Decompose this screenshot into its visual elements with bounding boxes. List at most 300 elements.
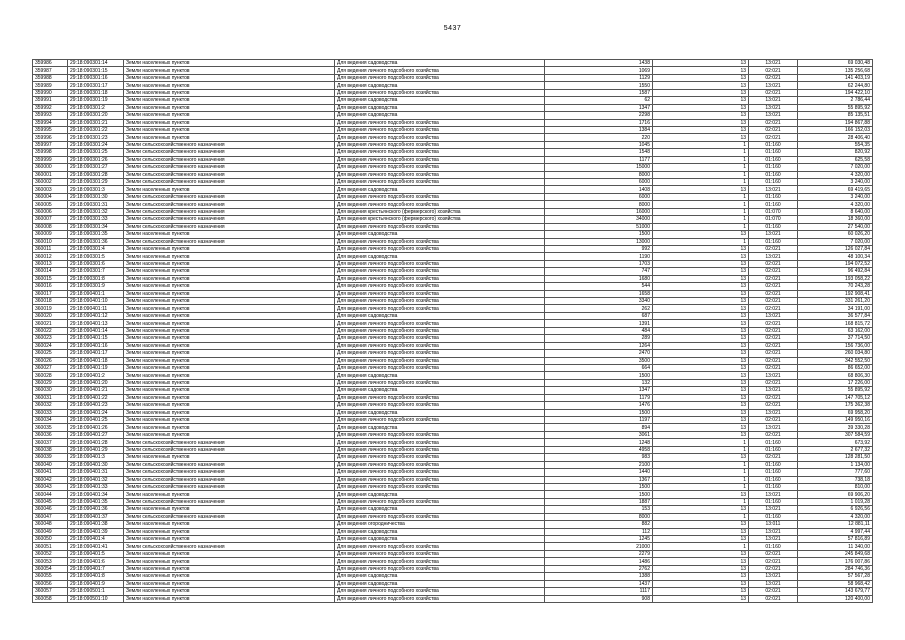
land-category-cell: Земли сельскохозяйственного назначения bbox=[124, 164, 335, 171]
table-row bbox=[33, 60, 873, 67]
group-code-cell: 13 bbox=[653, 350, 749, 357]
permitted-use-cell: Для ведения личного подсобного хозяйства bbox=[335, 134, 545, 141]
land-category-cell: Земли населенных пунктов bbox=[124, 134, 335, 141]
row-number-cell: 360032 bbox=[33, 402, 68, 409]
permitted-use-cell: Для ведения личного подсобного хозяйства bbox=[335, 550, 545, 557]
use-code-cell: 02:021 bbox=[749, 379, 798, 386]
permitted-use-cell: Для ведения личного подсобного хозяйства bbox=[335, 461, 545, 468]
row-number-cell: 359997 bbox=[33, 141, 68, 148]
permitted-use-cell: Для ведения личного подсобного хозяйства bbox=[335, 513, 545, 520]
land-category-cell: Земли населенных пунктов bbox=[124, 506, 335, 513]
permitted-use-cell: Для ведения личного подсобного хозяйства bbox=[335, 335, 545, 342]
use-code-cell: 01:160 bbox=[749, 164, 798, 171]
row-number-cell: 360035 bbox=[33, 424, 68, 431]
area-cell: 153 bbox=[545, 506, 653, 513]
area-cell: 112 bbox=[545, 528, 653, 535]
area-cell: 687 bbox=[545, 312, 653, 319]
cadastral-value-cell: 2 786,44 bbox=[798, 97, 873, 104]
permitted-use-cell: Для ведения личного подсобного хозяйства bbox=[335, 469, 545, 476]
table-row bbox=[33, 67, 873, 74]
use-code-cell: 01:160 bbox=[749, 141, 798, 148]
group-code-cell: 13 bbox=[653, 74, 749, 81]
row-number-cell: 360003 bbox=[33, 186, 68, 193]
group-code-cell: 13 bbox=[653, 312, 749, 319]
table-row bbox=[33, 498, 873, 505]
table-row bbox=[33, 528, 873, 535]
cadastral-value-cell: 96 492,84 bbox=[798, 268, 873, 275]
group-code-cell: 13 bbox=[653, 454, 749, 461]
cadastral-value-cell: 554,35 bbox=[798, 141, 873, 148]
area-cell: 8000 bbox=[545, 513, 653, 520]
use-code-cell: 01:160 bbox=[749, 543, 798, 550]
table-row bbox=[33, 431, 873, 438]
area-cell: 1264 bbox=[545, 342, 653, 349]
permitted-use-cell: Для ведения садоводства bbox=[335, 573, 545, 580]
cadastral-number-cell: 29:18:090401:26 bbox=[68, 424, 124, 431]
cadastral-number-cell: 29:18:090401:32 bbox=[68, 476, 124, 483]
land-category-cell: Земли сельскохозяйственного назначения bbox=[124, 156, 335, 163]
row-number-cell: 360056 bbox=[33, 580, 68, 587]
use-code-cell: 02:021 bbox=[749, 350, 798, 357]
group-code-cell: 13 bbox=[653, 409, 749, 416]
table-row bbox=[33, 134, 873, 141]
permitted-use-cell: Для ведения садоводства bbox=[335, 580, 545, 587]
area-cell: 1177 bbox=[545, 156, 653, 163]
table-row bbox=[33, 112, 873, 119]
land-category-cell: Земли населенных пунктов bbox=[124, 521, 335, 528]
row-number-cell: 360008 bbox=[33, 223, 68, 230]
land-category-cell: Земли населенных пунктов bbox=[124, 126, 335, 133]
cadastral-value-cell: 176 007,86 bbox=[798, 558, 873, 565]
cadastral-value-cell: 284 746,36 bbox=[798, 565, 873, 572]
permitted-use-cell: Для ведения личного подсобного хозяйства bbox=[335, 141, 545, 148]
cadastral-value-cell: 12 881,11 bbox=[798, 521, 873, 528]
cadastral-number-cell: 29:18:090401:19 bbox=[68, 364, 124, 371]
group-code-cell: 1 bbox=[653, 179, 749, 186]
table-row bbox=[33, 364, 873, 371]
group-code-cell: 1 bbox=[653, 469, 749, 476]
use-code-cell: 01:160 bbox=[749, 446, 798, 453]
permitted-use-cell: Для ведения личного подсобного хозяйства bbox=[335, 483, 545, 490]
land-category-cell: Земли населенных пунктов bbox=[124, 536, 335, 543]
cadastral-number-cell: 29:18:090301:33 bbox=[68, 216, 124, 223]
row-number-cell: 360039 bbox=[33, 454, 68, 461]
row-number-cell: 359990 bbox=[33, 89, 68, 96]
cadastral-number-cell: 29:18:090401:1 bbox=[68, 290, 124, 297]
cadastral-value-cell: 69 419,65 bbox=[798, 186, 873, 193]
group-code-cell: 13 bbox=[653, 126, 749, 133]
permitted-use-cell: Для ведения личного подсобного хозяйства bbox=[335, 364, 545, 371]
permitted-use-cell: Для ведения крестьянского (фермерского) хозяйства bbox=[335, 216, 545, 223]
table-row bbox=[33, 268, 873, 275]
land-category-cell: Земли населенных пунктов bbox=[124, 595, 335, 602]
use-code-cell: 02:021 bbox=[749, 431, 798, 438]
permitted-use-cell: Для ведения личного подсобного хозяйства bbox=[335, 402, 545, 409]
area-cell: 1179 bbox=[545, 394, 653, 401]
cadastral-number-cell: 29:18:090301:8 bbox=[68, 275, 124, 282]
table-row bbox=[33, 74, 873, 81]
row-number-cell: 360014 bbox=[33, 268, 68, 275]
row-number-cell: 359987 bbox=[33, 67, 68, 74]
area-cell: 220 bbox=[545, 134, 653, 141]
land-category-cell: Земли населенных пунктов bbox=[124, 104, 335, 111]
table-row bbox=[33, 320, 873, 327]
use-code-cell: 01:070 bbox=[749, 216, 798, 223]
use-code-cell: 02:021 bbox=[749, 595, 798, 602]
cadastral-value-cell: 194 072,52 bbox=[798, 260, 873, 267]
cadastral-value-cell: 55 895,92 bbox=[798, 387, 873, 394]
land-category-cell: Земли населенных пунктов bbox=[124, 424, 335, 431]
cadastral-value-cell: 175 362,38 bbox=[798, 402, 873, 409]
cadastral-value-cell: 69 906,20 bbox=[798, 491, 873, 498]
use-code-cell: 13:021 bbox=[749, 82, 798, 89]
row-number-cell: 359988 bbox=[33, 74, 68, 81]
area-cell: 1587 bbox=[545, 89, 653, 96]
use-code-cell: 02:021 bbox=[749, 327, 798, 334]
row-number-cell: 360033 bbox=[33, 409, 68, 416]
use-code-cell: 01:160 bbox=[749, 171, 798, 178]
permitted-use-cell: Для ведения садоводства bbox=[335, 104, 545, 111]
use-code-cell: 01:160 bbox=[749, 469, 798, 476]
permitted-use-cell: Для ведения личного подсобного хозяйства bbox=[335, 379, 545, 386]
group-code-cell: 1 bbox=[653, 439, 749, 446]
row-number-cell: 360001 bbox=[33, 171, 68, 178]
group-code-cell: 13 bbox=[653, 521, 749, 528]
use-code-cell: 13:021 bbox=[749, 573, 798, 580]
cadastral-number-cell: 29:18:090401:25 bbox=[68, 417, 124, 424]
land-category-cell: Земли сельскохозяйственного назначения bbox=[124, 208, 335, 215]
area-cell: 2279 bbox=[545, 550, 653, 557]
table-row bbox=[33, 119, 873, 126]
land-category-cell: Земли сельскохозяйственного назначения bbox=[124, 171, 335, 178]
cadastral-number-cell: 29:18:090401:33 bbox=[68, 483, 124, 490]
table-row bbox=[33, 342, 873, 349]
cadastral-number-cell: 29:18:090301:25 bbox=[68, 149, 124, 156]
cadastral-value-cell: 331 261,20 bbox=[798, 298, 873, 305]
row-number-cell: 359999 bbox=[33, 156, 68, 163]
area-cell: 2100 bbox=[545, 461, 653, 468]
permitted-use-cell: Для ведения личного подсобного хозяйства bbox=[335, 290, 545, 297]
cadastral-value-cell: 7 020,00 bbox=[798, 164, 873, 171]
land-category-cell: Земли сельскохозяйственного назначения bbox=[124, 141, 335, 148]
area-cell: 1245 bbox=[545, 536, 653, 543]
row-number-cell: 360016 bbox=[33, 283, 68, 290]
group-code-cell: 13 bbox=[653, 104, 749, 111]
cadastral-number-cell: 29:18:090301:35 bbox=[68, 231, 124, 238]
permitted-use-cell: Для ведения личного подсобного хозяйства bbox=[335, 164, 545, 171]
use-code-cell: 02:021 bbox=[749, 283, 798, 290]
row-number-cell: 360037 bbox=[33, 439, 68, 446]
cadastral-value-cell: 4 320,00 bbox=[798, 513, 873, 520]
group-code-cell: 13 bbox=[653, 283, 749, 290]
table-row bbox=[33, 275, 873, 282]
land-category-cell: Земли населенных пунктов bbox=[124, 528, 335, 535]
land-category-cell: Земли населенных пунктов bbox=[124, 186, 335, 193]
cadastral-value-cell: 86 652,00 bbox=[798, 364, 873, 371]
area-cell: 1190 bbox=[545, 253, 653, 260]
row-number-cell: 360034 bbox=[33, 417, 68, 424]
permitted-use-cell: Для ведения огородничества bbox=[335, 521, 545, 528]
group-code-cell: 13 bbox=[653, 491, 749, 498]
permitted-use-cell: Для ведения личного подсобного хозяйства bbox=[335, 394, 545, 401]
row-number-cell: 360049 bbox=[33, 528, 68, 535]
group-code-cell: 1 bbox=[653, 193, 749, 200]
table-row bbox=[33, 208, 873, 215]
land-category-cell: Земли населенных пунктов bbox=[124, 245, 335, 252]
group-code-cell: 1 bbox=[653, 164, 749, 171]
group-code-cell: 1 bbox=[653, 208, 749, 215]
table-row bbox=[33, 290, 873, 297]
use-code-cell: 02:021 bbox=[749, 245, 798, 252]
use-code-cell: 13:021 bbox=[749, 536, 798, 543]
area-cell: 6000 bbox=[545, 179, 653, 186]
cadastral-number-cell: 29:18:090501:1 bbox=[68, 588, 124, 595]
row-number-cell: 360051 bbox=[33, 543, 68, 550]
use-code-cell: 02:021 bbox=[749, 126, 798, 133]
area-cell: 664 bbox=[545, 364, 653, 371]
group-code-cell: 1 bbox=[653, 171, 749, 178]
permitted-use-cell: Для ведения садоводства bbox=[335, 186, 545, 193]
group-code-cell: 13 bbox=[653, 268, 749, 275]
table-row bbox=[33, 283, 873, 290]
use-code-cell: 01:160 bbox=[749, 513, 798, 520]
area-cell: 8000 bbox=[545, 171, 653, 178]
group-code-cell: 13 bbox=[653, 357, 749, 364]
use-code-cell: 02:021 bbox=[749, 275, 798, 282]
table-row bbox=[33, 179, 873, 186]
use-code-cell: 13:021 bbox=[749, 253, 798, 260]
area-cell: 51000 bbox=[545, 223, 653, 230]
land-category-cell: Земли населенных пунктов bbox=[124, 290, 335, 297]
row-number-cell: 359995 bbox=[33, 126, 68, 133]
permitted-use-cell: Для ведения личного подсобного хозяйства bbox=[335, 446, 545, 453]
use-code-cell: 02:021 bbox=[749, 74, 798, 81]
area-cell: 1347 bbox=[545, 104, 653, 111]
table-row bbox=[33, 469, 873, 476]
area-cell: 1500 bbox=[545, 491, 653, 498]
cadastral-number-cell: 29:18:090401:38 bbox=[68, 521, 124, 528]
area-cell: 1500 bbox=[545, 483, 653, 490]
use-code-cell: 01:160 bbox=[749, 149, 798, 156]
table-row bbox=[33, 305, 873, 312]
land-category-cell: Земли населенных пунктов bbox=[124, 372, 335, 379]
permitted-use-cell: Для ведения личного подсобного хозяйства bbox=[335, 171, 545, 178]
group-code-cell: 13 bbox=[653, 379, 749, 386]
use-code-cell: 01:160 bbox=[749, 179, 798, 186]
cadastral-number-cell: 29:18:090401:6 bbox=[68, 558, 124, 565]
cadastral-number-cell: 29:18:090301:15 bbox=[68, 67, 124, 74]
group-code-cell: 13 bbox=[653, 290, 749, 297]
row-number-cell: 359998 bbox=[33, 149, 68, 156]
area-cell: 1347 bbox=[545, 387, 653, 394]
cadastral-value-cell: 143 679,77 bbox=[798, 588, 873, 595]
cadastral-value-cell: 37 714,50 bbox=[798, 335, 873, 342]
permitted-use-cell: Для ведения личного подсобного хозяйства bbox=[335, 238, 545, 245]
table-row bbox=[33, 424, 873, 431]
cadastral-value-cell: 307 584,59 bbox=[798, 431, 873, 438]
cadastral-number-cell: 29:18:090401:14 bbox=[68, 327, 124, 334]
row-number-cell: 360057 bbox=[33, 588, 68, 595]
cadastral-number-cell: 29:18:090401:16 bbox=[68, 342, 124, 349]
land-category-cell: Земли населенных пунктов bbox=[124, 283, 335, 290]
table-row bbox=[33, 312, 873, 319]
use-code-cell: 02:021 bbox=[749, 588, 798, 595]
land-category-cell: Земли населенных пунктов bbox=[124, 119, 335, 126]
group-code-cell: 1 bbox=[653, 543, 749, 550]
area-cell: 3061 bbox=[545, 431, 653, 438]
table-row bbox=[33, 536, 873, 543]
cadastral-value-cell: 4 997,44 bbox=[798, 528, 873, 535]
use-code-cell: 01:160 bbox=[749, 461, 798, 468]
land-category-cell: Земли сельскохозяйственного назначения bbox=[124, 476, 335, 483]
cadastral-number-cell: 29:18:090401:22 bbox=[68, 394, 124, 401]
land-category-cell: Земли сельскохозяйственного назначения bbox=[124, 201, 335, 208]
permitted-use-cell: Для ведения садоводства bbox=[335, 112, 545, 119]
cadastral-value-cell: 342 552,50 bbox=[798, 357, 873, 364]
table-row bbox=[33, 260, 873, 267]
use-code-cell: 02:021 bbox=[749, 298, 798, 305]
permitted-use-cell: Для ведения садоводства bbox=[335, 97, 545, 104]
land-category-cell: Земли населенных пунктов bbox=[124, 364, 335, 371]
area-cell: 1716 bbox=[545, 119, 653, 126]
area-cell: 62 bbox=[545, 97, 653, 104]
use-code-cell: 13:021 bbox=[749, 104, 798, 111]
area-cell: 2762 bbox=[545, 565, 653, 572]
area-cell: 1384 bbox=[545, 126, 653, 133]
row-number-cell: 359989 bbox=[33, 82, 68, 89]
use-code-cell: 01:160 bbox=[749, 498, 798, 505]
table-row bbox=[33, 506, 873, 513]
cadastral-number-cell: 29:18:090301:22 bbox=[68, 126, 124, 133]
table-row bbox=[33, 327, 873, 334]
row-number-cell: 360028 bbox=[33, 372, 68, 379]
land-category-cell: Земли населенных пунктов bbox=[124, 409, 335, 416]
permitted-use-cell: Для ведения садоводства bbox=[335, 372, 545, 379]
cadastral-number-cell: 29:18:090301:18 bbox=[68, 89, 124, 96]
cadastral-number-cell: 29:18:090301:28 bbox=[68, 171, 124, 178]
table-row bbox=[33, 141, 873, 148]
cadastral-number-cell: 29:18:090401:17 bbox=[68, 350, 124, 357]
land-category-cell: Земли населенных пунктов bbox=[124, 335, 335, 342]
cadastral-value-cell: 62 244,80 bbox=[798, 82, 873, 89]
permitted-use-cell: Для ведения личного подсобного хозяйства bbox=[335, 558, 545, 565]
group-code-cell: 13 bbox=[653, 119, 749, 126]
permitted-use-cell: Для ведения личного подсобного хозяйства bbox=[335, 320, 545, 327]
use-code-cell: 02:021 bbox=[749, 342, 798, 349]
row-number-cell: 360038 bbox=[33, 446, 68, 453]
permitted-use-cell: Для ведения личного подсобного хозяйства bbox=[335, 201, 545, 208]
cadastral-value-cell: 34 191,00 bbox=[798, 305, 873, 312]
table-row bbox=[33, 446, 873, 453]
area-cell: 8000 bbox=[545, 201, 653, 208]
row-number-cell: 360031 bbox=[33, 394, 68, 401]
table-row bbox=[33, 156, 873, 163]
use-code-cell: 13:021 bbox=[749, 112, 798, 119]
use-code-cell: 13:021 bbox=[749, 97, 798, 104]
table-row bbox=[33, 454, 873, 461]
area-cell: 908 bbox=[545, 595, 653, 602]
land-category-cell: Земли населенных пунктов bbox=[124, 327, 335, 334]
cadastral-value-cell: 260 034,80 bbox=[798, 350, 873, 357]
cadastral-number-cell: 29:18:090401:34 bbox=[68, 491, 124, 498]
row-number-cell: 360009 bbox=[33, 231, 68, 238]
cadastral-number-cell: 29:18:090401:20 bbox=[68, 379, 124, 386]
cadastral-value-cell: 11 340,00 bbox=[798, 543, 873, 550]
cadastral-number-cell: 29:18:090301:9 bbox=[68, 283, 124, 290]
area-cell: 992 bbox=[545, 245, 653, 252]
area-cell: 1197 bbox=[545, 417, 653, 424]
land-category-cell: Земли населенных пунктов bbox=[124, 97, 335, 104]
permitted-use-cell: Для ведения личного подсобного хозяйства bbox=[335, 305, 545, 312]
area-cell: 1367 bbox=[545, 476, 653, 483]
permitted-use-cell: Для ведения садоводства bbox=[335, 528, 545, 535]
row-number-cell: 360002 bbox=[33, 179, 68, 186]
area-cell: 4958 bbox=[545, 446, 653, 453]
cadastral-number-cell: 29:18:090401:2 bbox=[68, 372, 124, 379]
cadastral-value-cell: 777,60 bbox=[798, 469, 873, 476]
group-code-cell: 13 bbox=[653, 320, 749, 327]
group-code-cell: 13 bbox=[653, 506, 749, 513]
table-row bbox=[33, 82, 873, 89]
cadastral-number-cell: 29:18:090301:19 bbox=[68, 97, 124, 104]
group-code-cell: 13 bbox=[653, 97, 749, 104]
cadastral-value-table bbox=[32, 59, 873, 603]
row-number-cell: 360042 bbox=[33, 476, 68, 483]
cadastral-number-cell: 29:18:090301:29 bbox=[68, 179, 124, 186]
area-cell: 15000 bbox=[545, 164, 653, 171]
cadastral-number-cell: 29:18:090401:7 bbox=[68, 565, 124, 572]
area-cell: 1388 bbox=[545, 573, 653, 580]
row-number-cell: 360010 bbox=[33, 238, 68, 245]
cadastral-value-cell: 8 640,00 bbox=[798, 208, 873, 215]
area-cell: 1500 bbox=[545, 372, 653, 379]
use-code-cell: 01:070 bbox=[749, 208, 798, 215]
row-number-cell: 360040 bbox=[33, 461, 68, 468]
cadastral-value-cell: 28 406,40 bbox=[798, 134, 873, 141]
cadastral-number-cell: 29:18:090401:8 bbox=[68, 573, 124, 580]
table-row bbox=[33, 409, 873, 416]
area-cell: 1437 bbox=[545, 580, 653, 587]
group-code-cell: 1 bbox=[653, 498, 749, 505]
cadastral-number-cell: 29:18:090401:13 bbox=[68, 320, 124, 327]
land-category-cell: Земли населенных пунктов bbox=[124, 298, 335, 305]
cadastral-number-cell: 29:18:090401:23 bbox=[68, 402, 124, 409]
table-row bbox=[33, 573, 873, 580]
cadastral-number-cell: 29:18:090401:18 bbox=[68, 357, 124, 364]
land-category-cell: Земли сельскохозяйственного назначения bbox=[124, 513, 335, 520]
cadastral-value-cell: 625,58 bbox=[798, 156, 873, 163]
land-category-cell: Земли населенных пунктов bbox=[124, 253, 335, 260]
area-cell: 1500 bbox=[545, 231, 653, 238]
use-code-cell: 13:021 bbox=[749, 372, 798, 379]
group-code-cell: 13 bbox=[653, 253, 749, 260]
land-category-cell: Земли населенных пунктов bbox=[124, 491, 335, 498]
group-code-cell: 13 bbox=[653, 134, 749, 141]
cadastral-value-cell: 7 020,00 bbox=[798, 238, 873, 245]
row-number-cell: 360013 bbox=[33, 260, 68, 267]
permitted-use-cell: Для ведения крестьянского (фермерского) хозяйства bbox=[335, 208, 545, 215]
use-code-cell: 02:021 bbox=[749, 558, 798, 565]
permitted-use-cell: Для ведения садоводства bbox=[335, 60, 545, 67]
area-cell: 1703 bbox=[545, 260, 653, 267]
table-row bbox=[33, 439, 873, 446]
cadastral-number-cell: 29:18:090301:6 bbox=[68, 260, 124, 267]
cadastral-value-cell: 168 815,72 bbox=[798, 320, 873, 327]
area-cell: 1117 bbox=[545, 588, 653, 595]
use-code-cell: 13:021 bbox=[749, 506, 798, 513]
table-row bbox=[33, 580, 873, 587]
cadastral-number-cell: 29:18:090401:10 bbox=[68, 298, 124, 305]
